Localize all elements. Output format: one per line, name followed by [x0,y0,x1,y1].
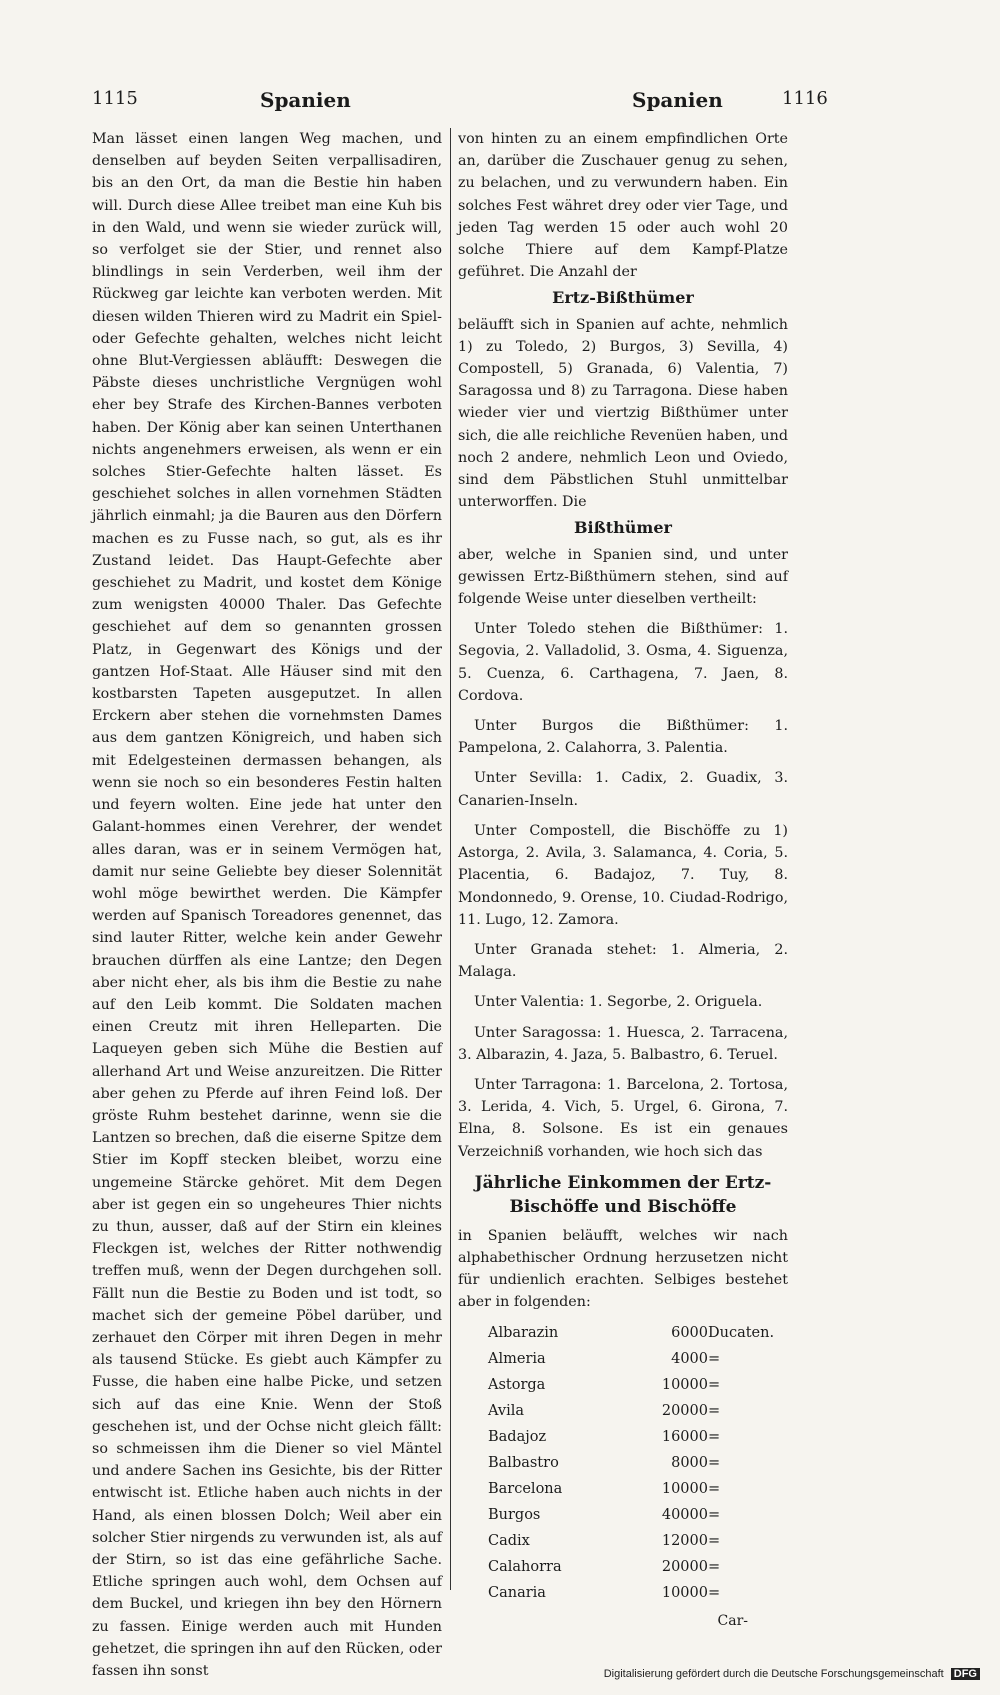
list-item: Unter Saragossa: 1. Huesca, 2. Tarracena, 3. Albarazin, 4. Jaza, 5. Balbastro, 6. Teruel. [458,1024,788,1063]
place-cell: Cadix [488,1532,530,1549]
place-cell: Barcelona [488,1480,563,1497]
table-row [488,1348,778,1374]
unit-cell: Ducaten. [708,1324,775,1341]
table-row [488,1322,778,1348]
income-paragraph: in Spanien beläufft, welches wir nach alphabethischer Ordnung herzusetzen nicht für undienlich erachten. Selbiges bestehet aber in folgenden: [458,1227,788,1311]
place-cell: Astorga [488,1376,546,1393]
table-row [488,1530,778,1556]
left-page-number: 1115 [92,88,138,109]
unit-cell: = [708,1428,721,1445]
unit-cell: = [708,1480,721,1497]
digitization-footer [560,1668,980,1680]
unit-cell: = [708,1506,721,1523]
unit-cell: = [708,1376,721,1393]
left-running-title: Spanien [260,88,351,112]
list-item: Unter Valentia: 1. Segorbe, 2. Origuela. [474,994,763,1011]
heading-bishoprics: Bißthümer [574,518,672,538]
amount-cell: 10000 [661,1584,708,1601]
unit-cell: = [708,1350,721,1367]
list-item: Unter Toledo stehen die Bißthümer: 1. Segovia, 2. Valladolid, 3. Osma, 4. Siguenza, 5. Cuenza, 6. Carthagena, 7. Jaen, 8. Cordova. [458,621,788,704]
table-row [488,1426,778,1452]
unit-cell: = [708,1558,721,1575]
heading-archbishoprics: Ertz-Bißthümer [552,288,694,308]
right-running-title: Spanien [632,88,723,112]
unit-cell: = [708,1584,721,1601]
list-item: Unter Compostell, die Bischöffe zu 1) Astorga, 2. Avila, 3. Salamanca, 4. Coria, 5. Placentia, 6. Badajoz, 7. Tuy, 8. Mondonnedo, 9. Orense, 10. Ciudad-Rodrigo, 11. Lugo, 12. Zamora. [458,822,788,928]
amount-cell: 8000 [671,1454,708,1471]
amount-cell: 40000 [661,1506,708,1523]
right-text-column [458,128,788,1629]
place-cell: Badajoz [488,1428,547,1445]
table-row [488,1582,778,1608]
amount-cell: 16000 [661,1428,708,1445]
amount-cell: 10000 [661,1480,708,1497]
table-row [488,1400,778,1426]
unit-cell: = [708,1402,721,1419]
page-header [92,88,832,128]
footer-text: Digitalisierung gefördert durch die Deutsche Forschungsgemeinschaft [603,1668,944,1680]
place-cell: Burgos [488,1506,541,1523]
right-intro-paragraph: von hinten zu an einem empfindlichen Orte an, darüber die Zuschauer genug zu sehen, zu belachen, und zu verwundern haben. Ein solches Fest währet drey oder vier Tage, und jeden Tag werden 15 oder auch wohl 20 solche Thiere auf dem Kampf-Platze geführet. Die Anzahl der [458,131,788,281]
column-divider [450,128,451,1590]
place-cell: Canaria [488,1584,546,1601]
table-row [488,1556,778,1582]
list-item: Unter Tarragona: 1. Barcelona, 2. Tortosa, 3. Lerida, 4. Vich, 5. Urgel, 6. Girona, 7. Elna, 8. Solsone. Es ist ein genaues Verzeichniß vorhanden, wie hoch sich das [458,1076,788,1160]
place-cell: Almeria [488,1350,546,1367]
left-text-column [92,128,442,1680]
amount-cell: 10000 [661,1376,708,1393]
list-item: Unter Granada stehet: 1. Almeria, 2. Malaga. [458,941,788,981]
table-row [488,1452,778,1478]
table-row [488,1374,778,1400]
amount-cell: 4000 [671,1350,708,1367]
archbishoprics-paragraph: beläufft sich in Spanien auf achte, nehmlich 1) zu Toledo, 2) Burgos, 3) Sevilla, 4) Compostell, 5) Granada, 6) Valentia, 7) Saragossa und 8) zu Tarragona. Diese haben wieder vier und viertzig Bißthümer unter sich, die alle reichliche Revenüen haben, und noch 2 andere, nehmlich Leon und Oviedo, sind dem Päbstlichen Stuhl unmittelbar unterworffen. Die [458,316,788,511]
list-item: Unter Sevilla: 1. Cadix, 2. Guadix, 3. Canarien-Inseln. [458,770,788,809]
income-table [488,1322,778,1608]
catchword: Car- [717,1612,748,1629]
right-page-number: 1116 [782,88,828,109]
place-cell: Calahorra [488,1558,562,1575]
amount-cell: 6000 [671,1324,708,1341]
bishoprics-paragraph: aber, welche in Spanien sind, und unter gewissen Ertz-Bißthümern stehen, sind auf folgende Weise unter dieselben vertheilt: [458,546,788,608]
place-cell: Albarazin [488,1324,559,1341]
heading-annual-income: Jährliche Einkommen der Ertz-Bischöffe und Bischöffe [474,1172,772,1217]
place-cell: Avila [488,1402,524,1419]
amount-cell: 20000 [661,1558,708,1575]
left-paragraph: Man lässet einen langen Weg machen, und denselben auf beyden Seiten verpallisadiren, bis an den Ort, da man die Bestie hin haben will. Durch diese Allee treibet man eine Kuh bis in den Wald, und wenn sie wieder zurück will, so verfolget sie der Stier, und rennet also blindlings in sein Verderben, weil ihm der Rückweg gar leichte kan verboten werden. Mit diesen wilden Thieren wird zu Madrit ein Spiel- oder Gefechte gehalten, welches nicht leicht ohne Blut-Vergiessen abläufft: Deswegen die Päbste dieses unchristliche Vergnügen wohl eher bey Strafe des Kirchen-Bannes verboten haben. Der König aber kan seinen Unterthanen nichts angenehmers erweisen, als wenn er ein solches Stier-Gefechte halten lässet. Es geschiehet solches in allen vornehmen Städten jährlich einmahl; ja die Bauren aus den Dörfern machen es zu Fusse nach, so gut, als es ihr Zustand leidet. Das Haupt-Gefechte aber geschiehet zu Madrit, und kostet dem Könige zum wenigsten 40000 Thaler. Das Gefechte geschiehet auf dem so genannten grossen Platz, in Gegenwart des Königs und der gantzen Hof-Staat. Alle Häuser sind mit den kostbarsten Tapeten ausgeputzet. In allen Erckern aber stehen die vornehmsten Dames aus dem gantzen Königreich, und haben sich mit Edelgesteinen dermassen behangen, als wenn sie noch so ein besonderes Festin halten und feyern wolten. Eine jede hat unter den Galant-hommes einen Verehrer, der wendet alles daran, was er in seinem Vermögen hat, damit nur seine Geliebte bey dieser Solennität wohl möge bewirthet werden. Die Kämpfer werden auf Spanisch Toreadores genennet, das sind lauter Ritter, welche kein ander Gewehr brauchen dürffen als eine Lantze; den Degen aber nicht eher, als bis ihm die Bestie zu nahe auf den Leib kommt. Die Soldaten machen einen Creutz mit ihren Helleparten. Die Laqueyen geben sich Mühe die Bestien auf allerhand Art und Weise anzureitzen. Die Ritter aber gehen zu Pferde auf ihren Feind loß. Der gröste Ruhm bestehet darinne, wenn sie die Lantzen so brechen, daß die eiserne Spitze dem Stier im Kopff stecken bleibet, worzu eine ungemeine Stärcke gehöret. Mit dem Degen aber ist gegen ein so ungeheures Thier nichts zu thun, ausser, daß auf der Stirn ein kleines Fleckgen ist, welches der Ritter nothwendig treffen muß, wenn der Degen durchgehen soll. Fällt nun die Bestie zu Boden und ist todt, so machet sich der gemeine Pöbel darüber, und zerhauet den Cörper mit ihren Degen in mehr als tausend Stücke. Es giebt auch Kämpfer zu Fusse, die haben eine halbe Picke, und setzen sich auf das eine Knie. Wenn der Stoß geschehen ist, und der Ochse nicht gleich fällt: so schmeissen ihm die Diener so viel Mäntel und andere Sachen ins Gesichte, bis der Ritter entwischt ist. Etliche haben auch nichts in der Hand, als einen blossen Dolch; Weil aber ein solcher Stier nirgends zu verwunden ist, als auf der Stirn, so ist das eine gefährliche Sache. Etliche springen auch wohl, dem Ochsen auf dem Buckel, und kriegen ihn bey den Hörnern zu fassen. Einige werden auch mit Hunden gehetzet, die springen ihn auf den Rücken, oder fassen ihn sonst [92,131,442,1680]
amount-cell: 12000 [661,1532,708,1549]
table-row [488,1478,778,1504]
table-row [488,1504,778,1530]
dfg-logo: DFG [951,1668,980,1680]
list-item: Unter Burgos die Bißthümer: 1. Pampelona, 2. Calahorra, 3. Palentia. [458,718,788,757]
unit-cell: = [708,1454,721,1471]
unit-cell: = [708,1532,721,1549]
amount-cell: 20000 [661,1402,708,1419]
place-cell: Balbastro [488,1454,559,1471]
